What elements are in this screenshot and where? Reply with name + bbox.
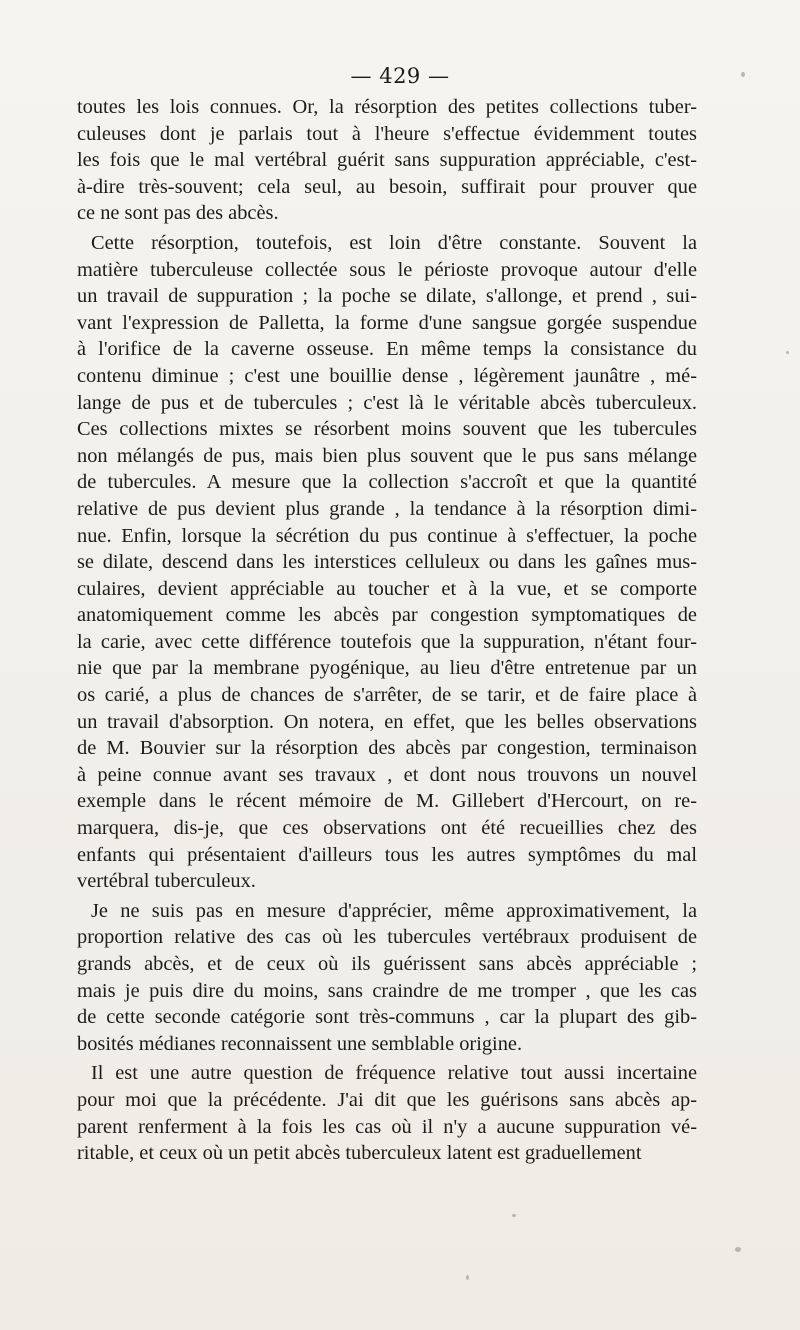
text-line: lange de pus et de tubercules ; c'est là le véritable abcès tuberculeux. [77,391,697,414]
scan-speck [735,1247,741,1252]
text-line: Ces collections mixtes se résorbent moins souvent que les tubercules [77,418,697,441]
text-line: culeuses dont je parlais tout à l'heure s'effectue évidemment toutes [77,122,697,145]
text-line: matière tuberculeuse collectée sous le périoste provoque autour d'elle [77,258,697,281]
text-line: à peine connue avant ses travaux , et dont nous trouvons un nouvel [77,763,697,786]
text-line: bosités médianes reconnaissent une semblable origine. [77,1032,523,1055]
text-line: de M. Bouvier sur la résorption des abcès par congestion, terminaison [77,737,697,760]
text-line: vant l'expression de Palletta, la forme d'une sangsue gorgée suspendue [77,311,697,334]
text-line: os carié, a plus de chances de s'arrêter, de se tarir, et de faire place à [77,684,697,707]
text-line: parent renferment à la fois les cas où il n'y a aucune suppuration vé- [77,1115,697,1138]
paragraph [77,230,697,895]
text-line: anatomiquement comme les abcès par congestion symptomatiques de [77,604,697,627]
page-number: — 429 — [350,64,450,88]
text-line: vertébral tuberculeux. [77,870,256,893]
text-line: toutes les lois connues. Or, la résorption des petites collections tuber- [77,96,697,118]
text-line: enfants qui présentaient d'ailleurs tous les autres symptômes du mal [77,843,697,866]
text-line: Je ne suis pas en mesure d'apprécier, même approximativement, la [91,899,697,922]
text-line: ritable, et ceux où un petit abcès tuberculeux latent est graduellement [77,1142,642,1165]
text-line: contenu diminue ; c'est une bouillie dense , légèrement jaunâtre , mé- [77,364,697,387]
text-line: pour moi que la précédente. J'ai dit que les guérisons sans abcès ap- [77,1088,697,1111]
text-line: exemple dans le récent mémoire de M. Gillebert d'Hercourt, on re- [77,790,697,813]
paragraph [77,1060,697,1166]
text-line: nie que par la membrane pyogénique, au lieu d'être entretenue par un [77,657,697,680]
text-line: se dilate, descend dans les interstices celluleux ou dans les gaînes mus- [77,551,697,574]
text-line: les fois que le mal vertébral guérit sans suppuration appréciable, c'est- [77,149,697,172]
text-line: ce ne sont pas des abcès. [77,202,279,225]
text-line: Cette résorption, toutefois, est loin d'être constante. Souvent la [91,231,697,254]
text-line: Il est une autre question de fréquence relative tout aussi incertaine [91,1062,697,1085]
text-line: de tubercules. A mesure que la collection s'accroît et que la quantité [77,471,697,494]
scan-speck [786,351,789,354]
scan-speck [466,1275,469,1280]
text-line: la carie, avec cette différence toutefois que la suppuration, n'étant four- [77,630,697,653]
text-line: un travail d'absorption. On notera, en effet, que les belles observations [77,710,697,733]
body-text [77,94,697,1167]
text-line: mais je puis dire du moins, sans craindre de me tromper , que les cas [77,979,697,1002]
text-line: à l'orifice de la caverne osseuse. En même temps la consistance du [77,338,697,361]
text-line: relative de pus devient plus grande , la tendance à la résorption dimi- [77,497,697,520]
text-line: marquera, dis-je, que ces observations ont été recueillies chez des [77,817,697,840]
text-line: grands abcès, et de ceux où ils guérissent sans abcès appréciable ; [77,953,697,975]
text-line: nue. Enfin, lorsque la sécrétion du pus continue à s'effectuer, la poche [77,524,697,547]
scan-speck [741,72,745,77]
text-line: de cette seconde catégorie sont très-communs , car la plupart des gib- [77,1006,697,1029]
text-line: proportion relative des cas où les tubercules vertébraux produisent de [77,926,697,949]
text-line: culaires, devient appréciable au toucher et à la vue, et se comporte [77,577,697,600]
paragraph [77,94,697,227]
scan-speck [512,1214,516,1217]
text-line: non mélangés de pus, mais bien plus souvent que le pus sans mélange [77,444,697,467]
paragraph [77,898,697,1058]
text-line: à-dire très-souvent; cela seul, au besoin, suffirait pour prouver que [77,175,697,198]
text-line: un travail de suppuration ; la poche se dilate, s'allonge, et prend , sui- [77,285,697,308]
